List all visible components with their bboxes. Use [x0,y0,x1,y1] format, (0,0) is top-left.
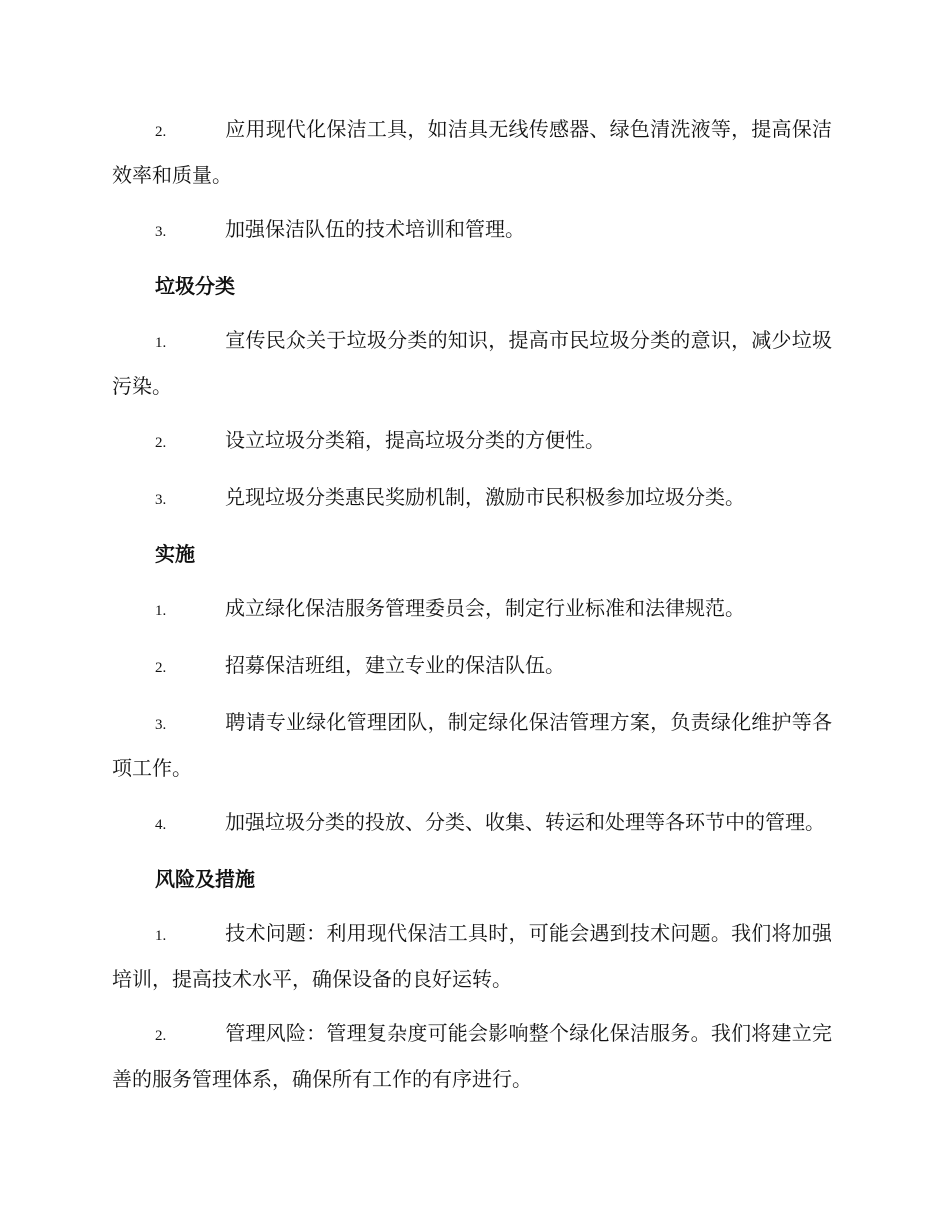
list-item [112,912,832,1001]
list-number: 3. [155,717,167,733]
list-item [112,1012,832,1101]
list-item [112,587,832,633]
list-text: 管理风险：管理复杂度可能会影响整个绿化保洁服务。我们将建立完善的服务管理体系，确保所有工作的有序进行。 [112,1021,832,1091]
list-item [112,208,832,254]
list-number: 2. [155,435,167,451]
list-text: 兑现垃圾分类惠民奖励机制，激励市民积极参加垃圾分类。 [225,485,745,509]
list-text: 聘请专业绿化管理团队，制定绿化保洁管理方案，负责绿化维护等各项工作。 [112,710,832,780]
list-item [112,419,832,465]
list-item [112,644,832,690]
list-text: 加强垃圾分类的投放、分类、收集、转运和处理等各环节中的管理。 [225,810,825,834]
list-number: 4. [155,817,167,833]
list-number: 1. [155,335,167,351]
list-number: 2. [155,660,167,676]
section-heading-risks: 风险及措施 [155,867,255,891]
list-text: 技术问题：利用现代保洁工具时，可能会遇到技术问题。我们将加强培训，提高技术水平，确保设备的良好运转。 [112,921,832,991]
list-item [112,108,832,197]
list-text: 应用现代化保洁工具，如洁具无线传感器、绿色清洗液等，提高保洁效率和质量。 [112,117,832,187]
list-item [112,476,832,522]
list-item [112,701,832,790]
list-text: 成立绿化保洁服务管理委员会，制定行业标准和法律规范。 [225,596,745,620]
list-number: 1. [155,603,167,619]
list-text: 宣传民众关于垃圾分类的知识，提高市民垃圾分类的意识，减少垃圾污染。 [112,328,832,398]
list-text: 设立垃圾分类箱，提高垃圾分类的方便性。 [225,428,605,452]
list-number: 2. [155,124,167,140]
list-number: 1. [155,928,167,944]
list-text: 招募保洁班组，建立专业的保洁队伍。 [225,653,565,677]
document-page [112,108,832,1112]
section-heading-implementation: 实施 [155,542,195,566]
list-text: 加强保洁队伍的技术培训和管理。 [225,217,525,241]
list-item [112,319,832,408]
list-number: 2. [155,1028,167,1044]
list-number: 3. [155,224,167,240]
list-item [112,801,832,847]
section-heading-waste-sorting: 垃圾分类 [155,274,235,298]
list-number: 3. [155,492,167,508]
